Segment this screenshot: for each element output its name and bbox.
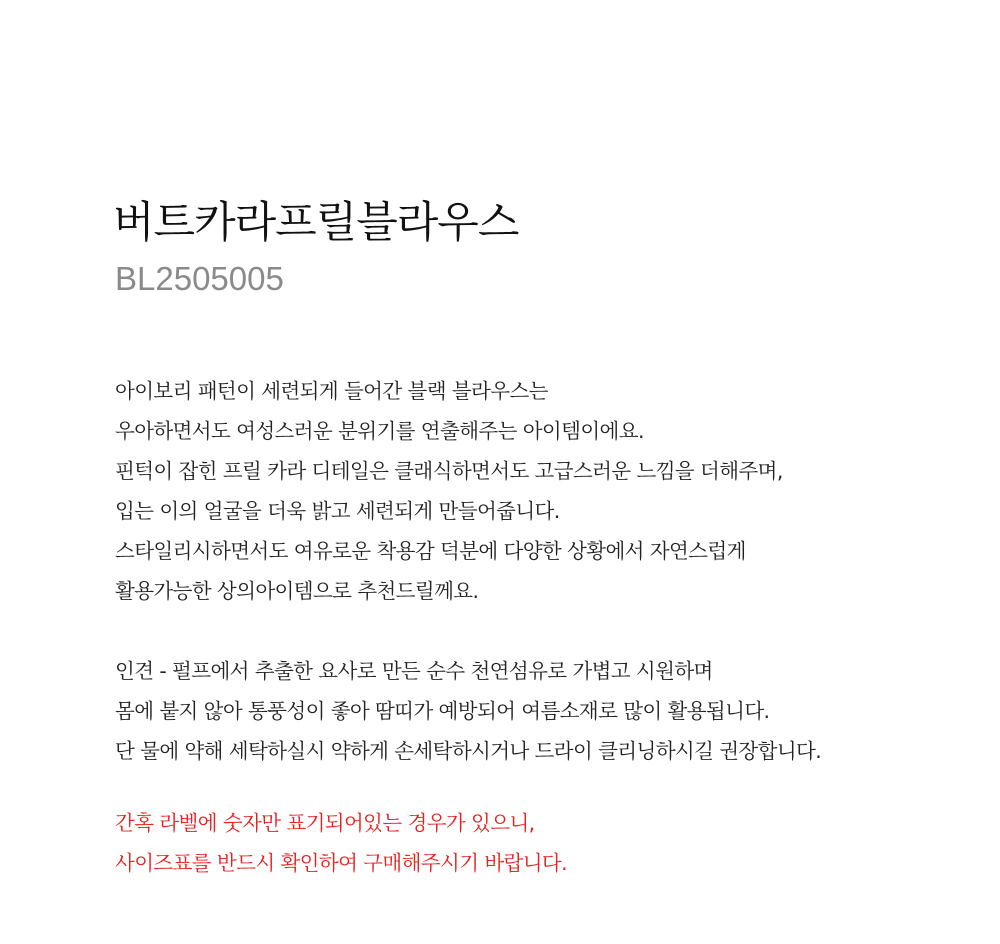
fabric-care-line: 인견 - 펄프에서 추출한 요사로 만든 순수 천연섬유로 가볍고 시원하며: [115, 659, 713, 683]
description-paragraph-1: [115, 371, 783, 611]
product-code: BL2505005: [115, 260, 284, 297]
size-notice: [115, 803, 567, 883]
fabric-care-line: 몸에 붙지 않아 통풍성이 좋아 땀띠가 예방되어 여름소재로 많이 활용됩니다.: [115, 699, 770, 723]
size-notice-line: 사이즈표를 반드시 확인하여 구매해주시기 바랍니다.: [115, 851, 568, 875]
product-title: 버트카라프릴블라우스: [113, 198, 519, 248]
description-line: 우아하면서도 여성스러운 분위기를 연출해주는 아이템이에요.: [115, 419, 644, 443]
description-line: 활용가능한 상의아이템으로 추천드릴께요.: [115, 579, 479, 603]
size-notice-line: 간혹 라벨에 숫자만 표기되어있는 경우가 있으니,: [115, 811, 535, 835]
fabric-care-line: 단 물에 약해 세탁하실시 약하게 손세탁하시거나 드라이 클리닝하시길 권장합니다.: [115, 739, 822, 763]
description-line: 입는 이의 얼굴을 더욱 밝고 세련되게 만들어줍니다.: [115, 499, 560, 523]
fabric-care-paragraph: [115, 651, 821, 771]
description-line: 아이보리 패턴이 세련되게 들어간 블랙 블라우스는: [115, 379, 548, 403]
description-line: 핀턱이 잡힌 프릴 카라 디테일은 클래식하면서도 고급스러운 느낌을 더해주며,: [115, 459, 783, 483]
description-line: 스타일리시하면서도 여유로운 착용감 덕분에 다양한 상황에서 자연스럽게: [115, 539, 746, 563]
